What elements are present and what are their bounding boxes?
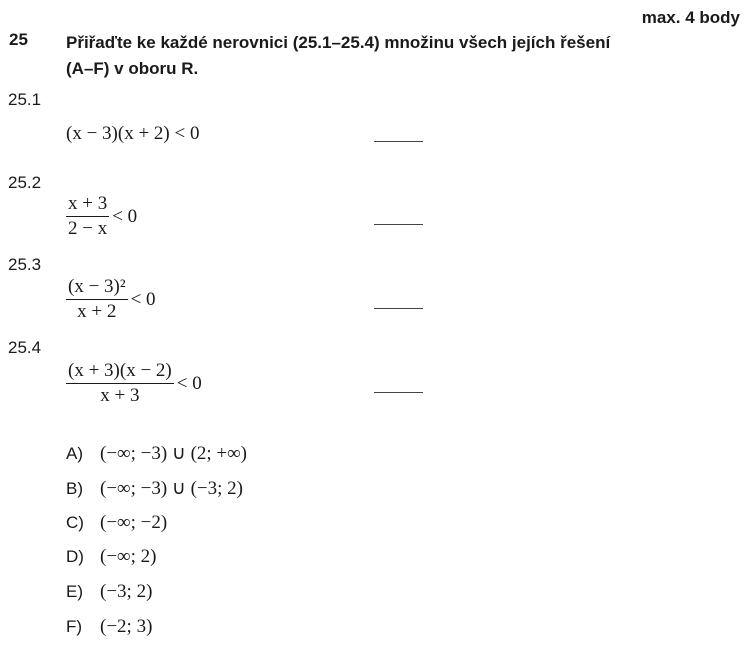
option-b <box>66 477 243 500</box>
option-letter: D) <box>66 547 84 566</box>
answer-blank-25-1[interactable] <box>374 141 423 142</box>
option-d <box>66 546 156 568</box>
item-label-25-3: 25.3 <box>8 255 42 274</box>
option-letter: E) <box>66 582 83 601</box>
task-instruction: Přiřaďte ke každé nerovnici (25.1–25.4) množinu všech jejích řešení (A–F) v oboru R. <box>66 33 611 78</box>
item-label-25-1: 25.1 <box>8 90 42 109</box>
fraction-numerator: x + 3 <box>66 194 109 217</box>
option-value: (−∞; −3) ∪ (2; +∞) <box>100 443 248 464</box>
inequality-25-2 <box>66 194 137 239</box>
option-letter: A) <box>66 444 83 463</box>
option-value: (−2; 3) <box>100 616 153 637</box>
max-points: max. 4 body <box>641 8 740 27</box>
answer-blank-25-2[interactable] <box>374 224 423 225</box>
option-c <box>66 512 167 534</box>
option-a <box>66 442 247 465</box>
option-value: (−∞; −3) ∪ (−3; 2) <box>100 478 243 499</box>
fraction <box>66 194 109 239</box>
item-label-25-4: 25.4 <box>8 338 42 357</box>
relation: < 0 <box>130 288 156 310</box>
relation: < 0 <box>176 372 202 394</box>
option-value: (−∞; −2) <box>100 512 168 533</box>
fraction-denominator: x + 3 <box>100 385 140 406</box>
option-value: (−3; 2) <box>100 581 153 602</box>
fraction-denominator: 2 − x <box>68 218 108 239</box>
option-value: (−∞; 2) <box>100 546 157 567</box>
inequality-25-3 <box>66 277 156 322</box>
fraction-numerator: (x + 3)(x − 2) <box>66 361 174 384</box>
fraction <box>66 361 174 406</box>
answer-blank-25-3[interactable] <box>374 308 423 309</box>
task-number: 25 <box>9 30 28 49</box>
item-label-25-2: 25.2 <box>8 173 42 192</box>
fraction <box>66 277 128 322</box>
option-letter: F) <box>66 617 83 636</box>
option-letter: C) <box>66 513 84 532</box>
relation: < 0 <box>112 205 138 227</box>
inequality-25-4 <box>66 361 202 406</box>
fraction-denominator: x + 2 <box>77 301 117 322</box>
inequality-25-1: (x − 3)(x + 2) < 0 <box>66 123 200 144</box>
fraction-numerator: (x − 3)² <box>66 277 128 300</box>
answer-blank-25-4[interactable] <box>374 392 423 393</box>
option-e <box>66 581 152 603</box>
option-f <box>66 616 152 638</box>
option-letter: B) <box>66 479 83 498</box>
